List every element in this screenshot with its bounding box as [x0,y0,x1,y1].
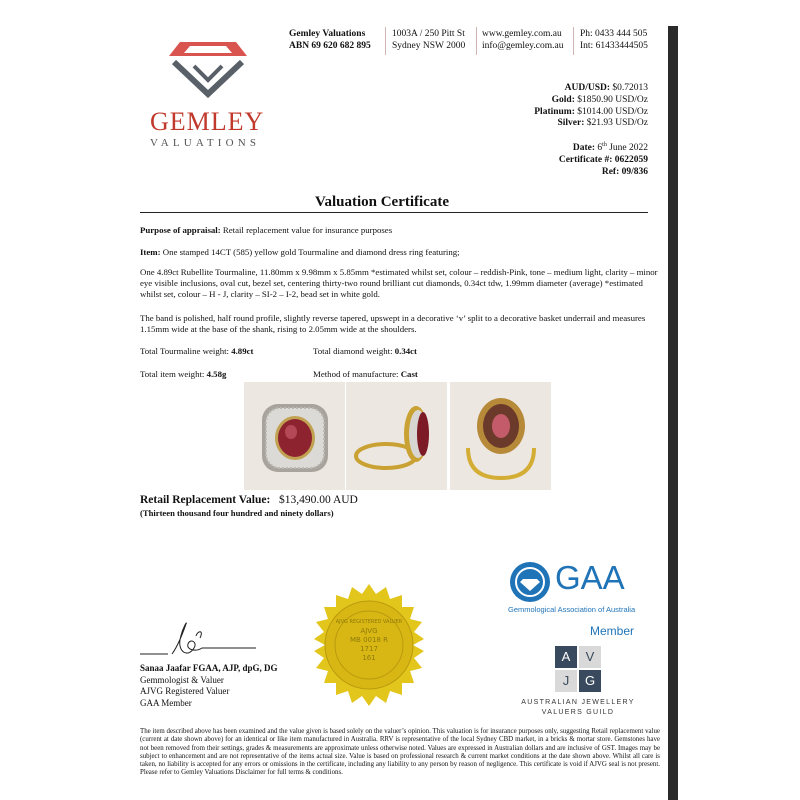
web-block [482,28,563,52]
company-abn: ABN 69 620 682 895 [289,41,371,51]
header-divider [385,27,386,55]
logo-subtitle: VALUATIONS [150,137,261,149]
date-line: Date: 6th June 2022 [572,142,648,154]
certificate-meta [559,140,648,179]
metal-rates [534,83,648,130]
gaa-member-label: Member [590,624,635,638]
header-divider [573,27,574,55]
manufacture-method: Method of manufacture: Cast [313,369,418,379]
purpose-line: Purpose of appraisal: Retail replacement value for insurance purposes [140,225,393,235]
value-in-words: (Thirteen thousand four hundred and ninety dollars) [140,508,334,518]
intl-phone-number: Int: 61433444505 [580,41,648,51]
diamond-weight: Total diamond weight: 0.34ct [313,346,417,356]
ring-photo-side-view [346,382,447,490]
right-edge-bar [668,26,678,800]
phone-number: Ph: 0433 444 505 [580,29,648,39]
item-weight: Total item weight: 4.58g [140,369,227,379]
rate-aud-usd: AUD/USD: $0.72013 [564,83,648,93]
ajvg-letter-a: A [555,646,577,668]
gaa-wordmark: GAA [555,559,625,596]
logo-wordmark: GEMLEY [150,107,265,136]
ring-photo-top-view [244,382,345,490]
reference-number: Ref: 09/836 [601,166,648,177]
tourmaline-weight: Total Tourmaline weight: 4.89ct [140,346,254,356]
ajvg-letter-g: G [579,670,601,692]
ajvg-letter-v: V [579,646,601,668]
ajvg-letter-j: J [555,670,577,692]
page-title: Valuation Certificate [314,194,449,210]
title-rule [140,212,648,213]
address-line-1: 1003A / 250 Pitt St [392,29,465,39]
signatory-role: AJVG Registered Valuer [140,686,230,696]
ring-photo-back-view [450,382,551,490]
signatory-role: GAA Member [140,697,192,708]
rate-platinum: Platinum: $1014.00 USD/Oz [534,106,648,117]
retail-value-line: Retail Replacement Value: $13,490.00 AUD [140,494,358,506]
gaa-full-name: Gemmological Association of Australia [508,605,636,614]
gemley-diamond-logo-icon [168,36,248,98]
seal-inscription: AJVG REGISTERED VALUER AJVG MB 0018 R 1717 161 [335,619,403,662]
band-description: The band is polished, half round profile, slightly reverse tapered, upswept in a decorative ‘v’ split to a decorative basket underrail and measures 1.15mm wide at the base of the shank, rising to 2.05mm wide at the shoulders. [140,313,646,335]
stone-description: One 4.89ct Rubellite Tourmaline, 11.80mm x 9.98mm x 5.85mm *estimated whilst set, colour – reddish-Pink, tone – medium light, clarity – minor eye visible inclusions, oval cut, bezel set, centering thirty-two round brilliant cut diamonds, 0.34ct tdw, 1.99mm diameter (average) *estimated whilst set, colour – H - J, clarity – SI-2 – I-2, bead set in white gold. [140,267,658,300]
rate-gold: Gold: $1850.90 USD/Oz [551,94,648,105]
certificate-number: Certificate #: 0622059 [558,154,648,165]
rate-silver: Silver: $21.93 USD/Oz [557,118,648,129]
signatory-role: Gemmologist & Valuer [140,674,224,685]
signatory-block [140,663,278,709]
item-line: Item: One stamped 14CT (585) yellow gold Tourmaline and diamond dress ring featuring; [140,247,460,257]
handwritten-signature [138,618,258,666]
disclaimer-text: The item described above has been examined and the value given is based solely on the valuer’s opinion. This valuation is for insurance purposes only, suggesting Retail replacement value (current at date shown above) for an identical or like item manufactured in Australia. RRV is representative of the local Sydney CBD market, in a bricks & mortar store. Gemstones have not been removed from their settings, grades & measurements are approximate unless otherwise noted. Values are expressed in Australian dollars and are inclusive of GST. Images may be subject to enhancement and are not representative of the items actual size. Value is based on professional research & current market conditions at the date shown above. Whilst all care is taken, no liability is accepted for any errors or omissions in the certificate, including any liability to any person by reason of negligence. This certificate is void if AJVG seal is not present. Please refer to Gemley Valuations Disclaimer for full terms & conditions. [140,728,660,777]
ajvg-logo [555,646,603,694]
address-line-2: Sydney NSW 2000 [392,41,466,51]
company-name: Gemley Valuations [289,29,366,39]
ajvg-wordmark: AUSTRALIAN JEWELLERY VALUERS GUILD [521,699,635,716]
company-block [289,28,371,52]
signatory-name: Sanaa Jaafar FGAA, AJP, dpG, DG [140,663,278,673]
address-block [392,28,465,52]
phone-block [580,28,648,52]
email-link[interactable]: info@gemley.com.au [482,41,564,51]
website-link[interactable]: www.gemley.com.au [482,29,562,39]
header-divider [476,27,477,55]
gaa-globe-icon [508,560,552,604]
